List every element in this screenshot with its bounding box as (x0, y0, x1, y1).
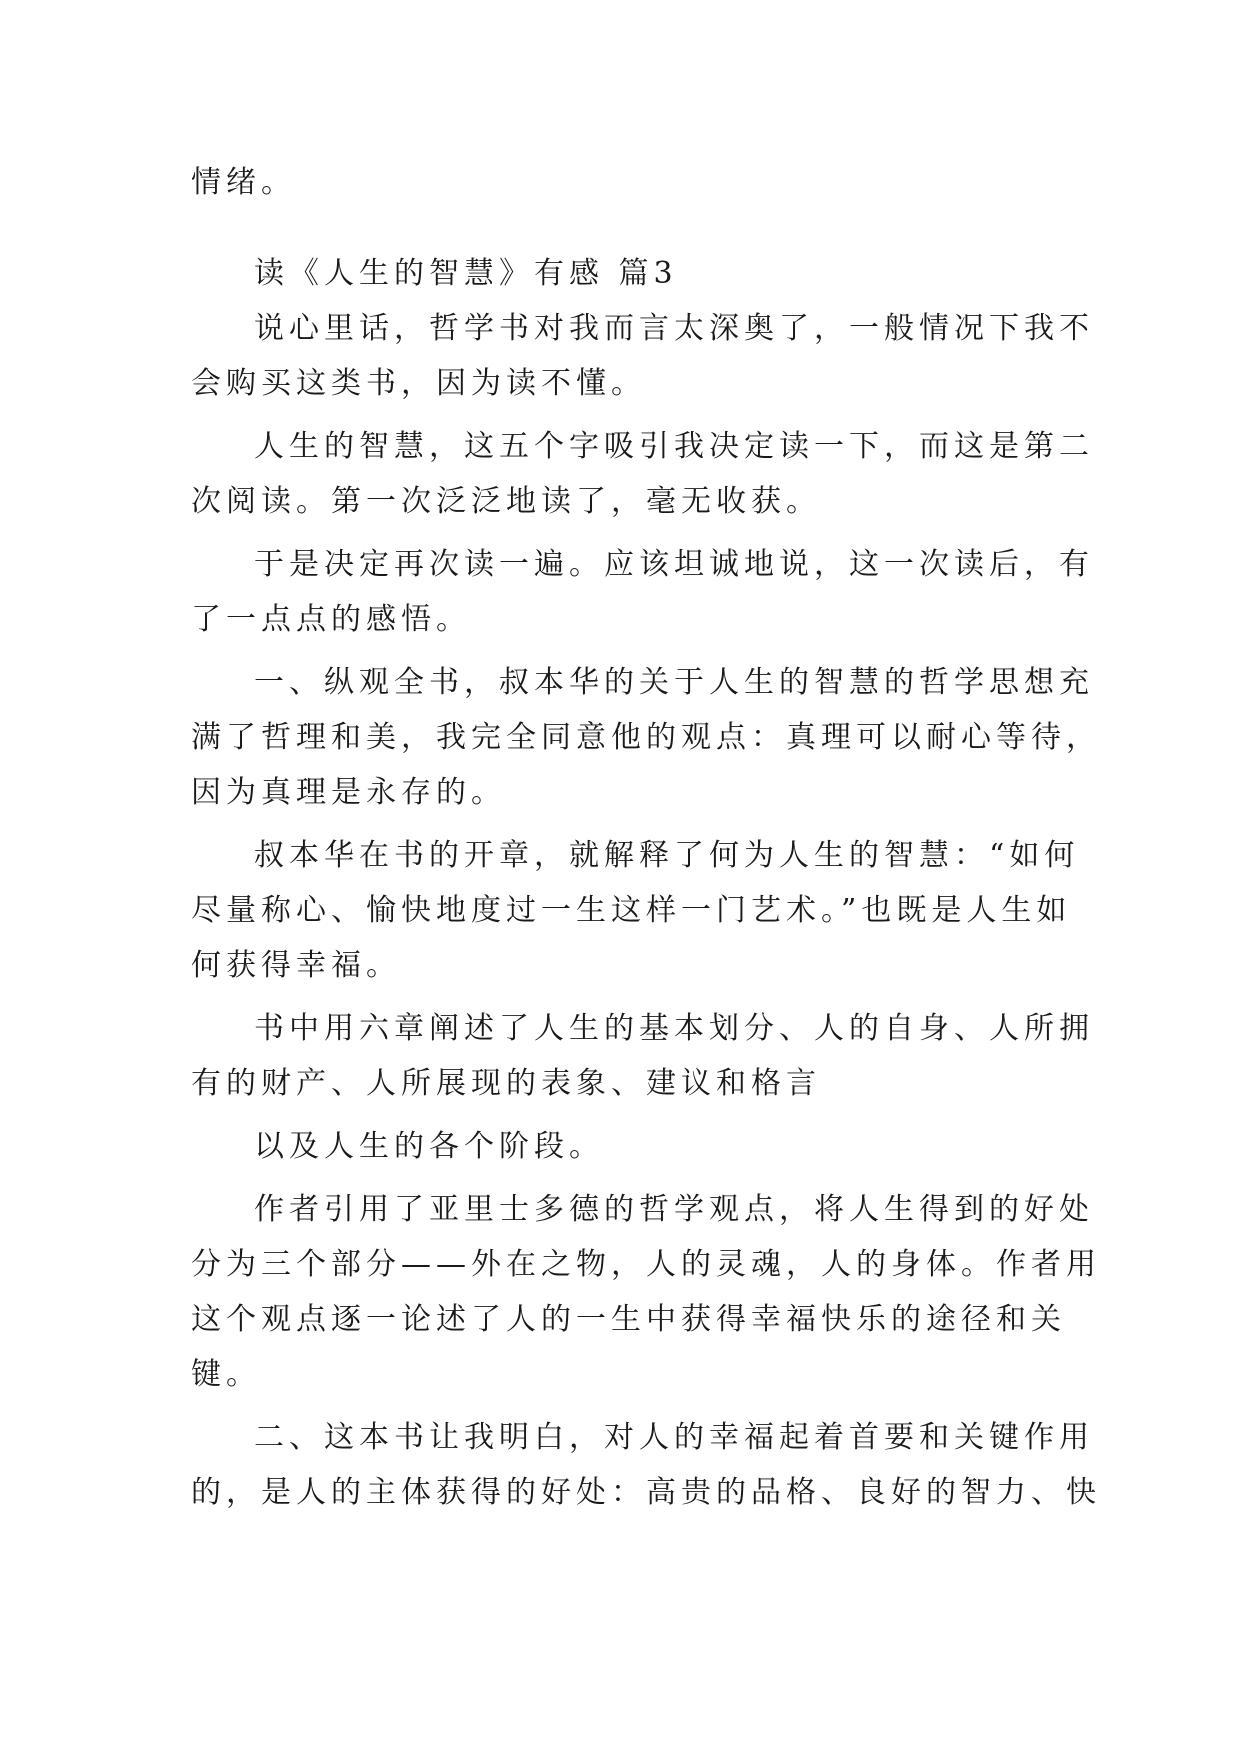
text-line: 会购买这类书，因为读不懂。 (191, 366, 646, 401)
text-line: 因为真理是永存的。 (191, 775, 506, 810)
text-line: 满了哲理和美，我完全同意他的观点：真理可以耐心等待， (191, 720, 1101, 755)
text-line: 于是决定再次读一遍。应该坦诚地说，这一次读后，有 (254, 547, 1094, 582)
text-line: 一、纵观全书，叔本华的关于人生的智慧的哲学思想充 (254, 665, 1094, 700)
text-line: 书中用六章阐述了人生的基本划分、人的自身、人所拥 (254, 1011, 1094, 1046)
text-line: 人生的智慧，这五个字吸引我决定读一下，而这是第二 (254, 429, 1094, 464)
text-line: 次阅读。第一次泛泛地读了，毫无收获。 (191, 484, 821, 519)
text-line: 情绪。 (191, 165, 296, 200)
text-line: 了一点点的感悟。 (191, 602, 471, 637)
text-line: 这个观点逐一论述了人的一生中获得幸福快乐的途径和关 (191, 1302, 1066, 1337)
text-line: 说心里话，哲学书对我而言太深奥了，一般情况下我不 (254, 311, 1094, 346)
text-line: 叔本华在书的开章，就解释了何为人生的智慧：“如何 (254, 838, 1080, 873)
text-line: 二、这本书让我明白，对人的幸福起着首要和关键作用 (254, 1420, 1094, 1455)
section-heading: 读《人生的智慧》有感 篇3 (254, 256, 678, 291)
text-line: 分为三个部分——外在之物，人的灵魂，人的身体。作者用 (191, 1247, 1101, 1282)
text-line: 尽量称心、愉快地度过一生这样一门艺术。”也既是人生如 (191, 893, 1072, 928)
text-line: 何获得幸福。 (191, 948, 401, 983)
text-line: 的，是人的主体获得的好处：高贵的品格、良好的智力、快 (191, 1475, 1101, 1510)
text-line: 有的财产、人所展现的表象、建议和格言 (191, 1066, 821, 1101)
text-line: 键。 (191, 1357, 261, 1392)
text-line: 作者引用了亚里士多德的哲学观点，将人生得到的好处 (254, 1192, 1094, 1227)
text-line: 以及人生的各个阶段。 (254, 1129, 604, 1164)
